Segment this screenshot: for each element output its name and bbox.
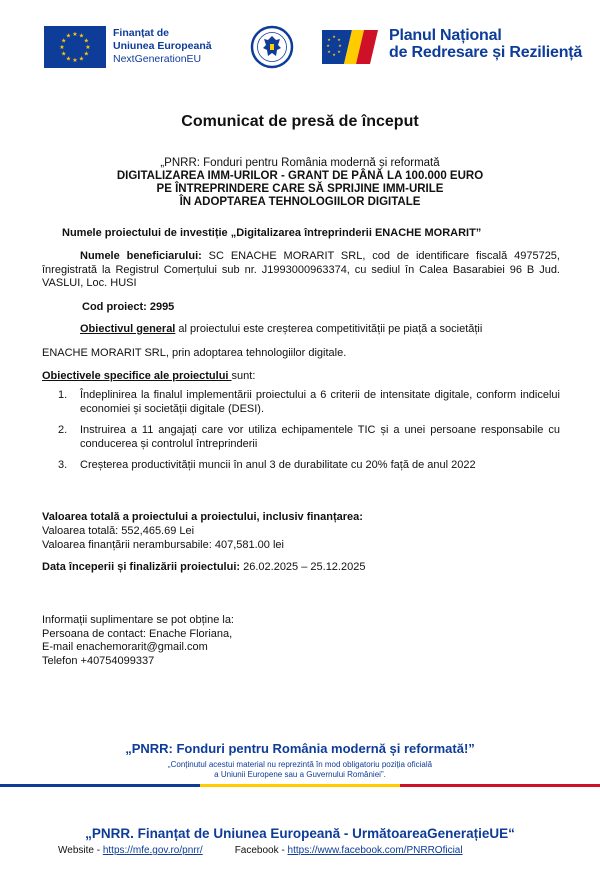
- info-line-1: Informații suplimentare se pot obține la:: [42, 614, 234, 626]
- list-item-text: Îndeplinirea la finalul implementării proiectului a 6 criterii de intensitate digitale, conform indicelui economiei și societății digitale (DESI).: [80, 389, 560, 415]
- romanian-government-emblem-icon: [250, 24, 294, 70]
- footer-links: [58, 845, 558, 856]
- svg-text:★: ★: [327, 49, 331, 54]
- divider-yellow: [200, 784, 400, 787]
- svg-text:★: ★: [78, 32, 85, 40]
- specific-objectives-label: Obiectivele specifice ale proiectului: [42, 370, 232, 382]
- contact-phone: Telefon +40754099337: [42, 654, 155, 667]
- list-item-number: 2.: [58, 424, 68, 436]
- subtitle-block: [40, 157, 560, 209]
- svg-text:★: ★: [85, 44, 91, 51]
- svg-text:★: ★: [332, 34, 336, 39]
- general-objective: [80, 323, 560, 335]
- svg-text:★: ★: [338, 43, 342, 48]
- beneficiary-label: Numele beneficiarului:: [80, 250, 202, 262]
- beneficiary-paragraph: [42, 250, 560, 291]
- svg-text:★: ★: [337, 49, 341, 54]
- dates-label: Data începerii și finalizării proiectului:: [42, 561, 241, 573]
- project-name: Numele proiectului de investiție „Digitalizarea întreprinderii ENACHE MORARIT”: [62, 227, 482, 239]
- header-logos: [0, 0, 600, 90]
- eu-line-1: Finanțat de: [113, 27, 170, 39]
- tricolor-divider: [0, 784, 600, 787]
- general-objective-continued: ENACHE MORARIT SRL, prin adoptarea tehnologiilor digitale.: [42, 347, 347, 359]
- svg-text:★: ★: [61, 50, 67, 58]
- contact-info: [42, 614, 234, 668]
- svg-text:★: ★: [83, 50, 89, 58]
- eu-line-2: Uniunea Europeană: [113, 40, 212, 52]
- disclaimer: [0, 760, 600, 780]
- contact-person: Persoana de contact: Enache Floriana,: [42, 627, 233, 640]
- list-item-text: Creșterea productivității muncii în anul 3 de durabilitate cu 20% față de anul 2022: [80, 459, 476, 471]
- svg-text:★: ★: [59, 44, 65, 51]
- dates-value: 26.02.2025 – 25.12.2025: [240, 561, 366, 573]
- disclaimer-line-2: a Uniunii Europene sau a Guvernului României”.: [214, 770, 386, 779]
- bottom-slogan: „PNRR. Finanțat de Uniunea Europeană - UrmătoareaGenerațieUE“: [85, 826, 515, 841]
- list-item: [58, 424, 560, 451]
- project-dates: [42, 561, 365, 573]
- svg-text:★: ★: [78, 55, 85, 63]
- pnrr-line-1: Planul Național: [389, 27, 502, 44]
- divider-blue: [0, 784, 200, 787]
- list-item: [58, 389, 560, 416]
- specific-objectives-after: sunt:: [231, 370, 256, 382]
- svg-text:★: ★: [326, 43, 330, 48]
- value-grant: Valoarea finanțării nerambursabile: 407,581.00 lei: [42, 539, 284, 551]
- divider-red: [400, 784, 600, 787]
- project-code: Cod proiect: 2995: [82, 301, 175, 313]
- facebook-label: Facebook -: [234, 845, 288, 856]
- svg-text:★: ★: [65, 32, 72, 40]
- list-item-number: 3.: [58, 459, 68, 471]
- general-objective-label: Obiectivul general: [80, 323, 176, 335]
- subtitle-line-2: DIGITALIZAREA IMM-URILOR - GRANT DE PÂNĂ LA 100.000 EURO: [116, 170, 484, 182]
- page-title: Comunicat de presă de început: [181, 113, 419, 130]
- subtitle-line-4: ÎN ADOPTAREA TEHNOLOGIILOR DIGITALE: [179, 196, 421, 208]
- footer-slogan: „PNRR: Fonduri pentru România modernă și reformată!”: [125, 741, 475, 756]
- general-objective-text: al proiectului este creșterea competitivității pe piață a societății: [175, 323, 483, 335]
- facebook-link[interactable]: https://www.facebook.com/PNRROficial: [287, 845, 463, 856]
- pnrr-line-2: de Redresare și Reziliență: [389, 44, 583, 61]
- svg-text:★: ★: [72, 57, 78, 64]
- subtitle-line-3: PE ÎNTREPRINDERE CARE SĂ SPRIJINE IMM-URILE: [156, 183, 444, 195]
- website-link[interactable]: https://mfe.gov.ro/pnrr/: [102, 845, 203, 856]
- list-item-number: 1.: [58, 389, 68, 401]
- svg-text:★: ★: [332, 52, 336, 57]
- disclaimer-line-1: „Conținutul acestui material nu reprezintă în mod obligatoriu poziția oficială: [167, 760, 433, 769]
- pnrr-flag-icon: [322, 30, 384, 64]
- list-item-text: Instruirea a 11 angajați care vor utiliza echipamentele TIC și a unei persoane responsabile cu conducerea și controlul întreprinderii: [80, 424, 560, 450]
- svg-text:★: ★: [65, 55, 72, 63]
- value-heading: Valoarea totală a proiectului a proiectului, inclusiv finanțarea:: [42, 511, 363, 523]
- svg-text:★: ★: [83, 37, 89, 45]
- svg-text:★: ★: [337, 37, 341, 42]
- eu-line-3: NextGenerationEU: [113, 53, 202, 65]
- svg-text:★: ★: [72, 31, 78, 38]
- website-label: Website -: [58, 845, 103, 856]
- list-item: [58, 459, 560, 473]
- eu-flag-icon: [44, 26, 106, 68]
- pnrr-title: [389, 27, 599, 61]
- eu-funding-label: [113, 27, 223, 66]
- specific-objectives-list: [58, 389, 560, 481]
- contact-email: E-mail enachemorarit@gmail.com: [42, 641, 208, 653]
- beneficiary-text: SC ENACHE MORARIT SRL, cod de identificare fiscală 4975725, înregistrată la Registrul Comerțului sub nr. J1993000963374, cu sediul în Calea Basarabiei 96 B Jud. VASLUI, Loc. HUSI: [42, 250, 560, 289]
- subtitle-line-1: „PNRR: Fonduri pentru România modernă și reformată: [160, 157, 440, 169]
- value-total: Valoarea totală: 552,465.69 Lei: [42, 525, 195, 537]
- svg-text:★: ★: [327, 37, 331, 42]
- specific-objectives-heading: [42, 370, 560, 382]
- svg-text:★: ★: [61, 37, 67, 45]
